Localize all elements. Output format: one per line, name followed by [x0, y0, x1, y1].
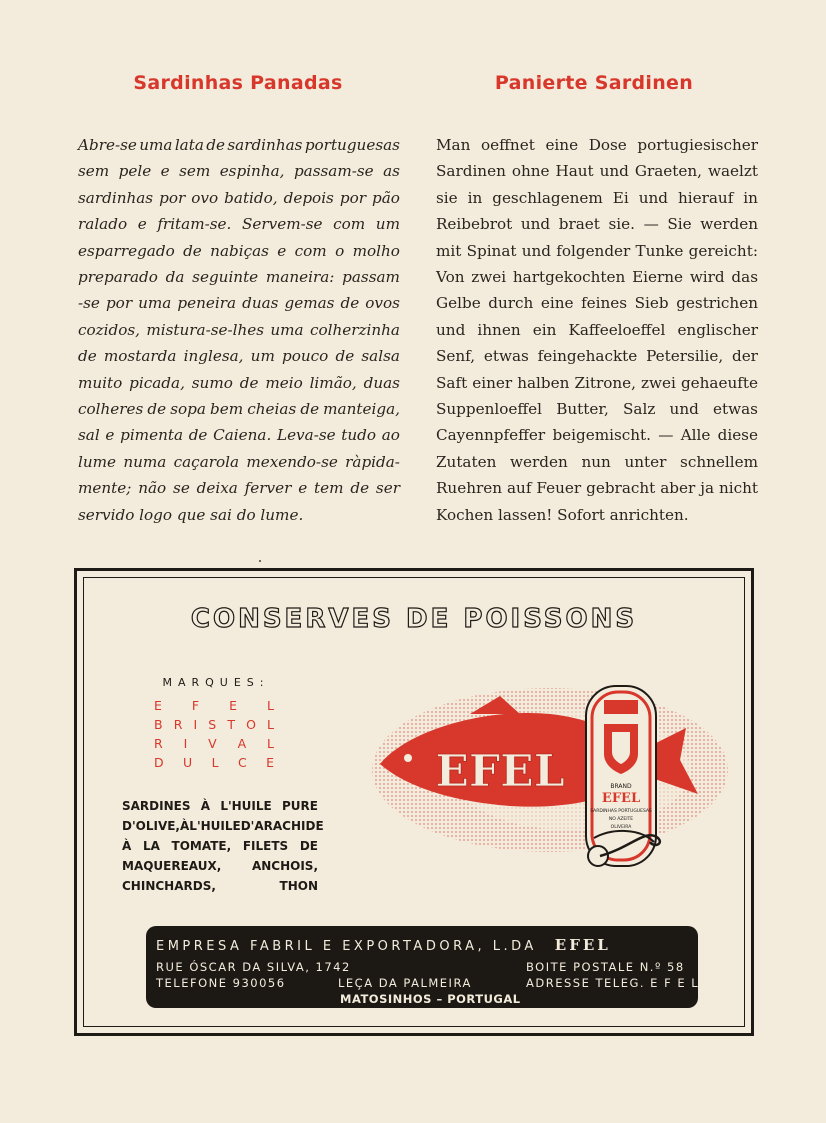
recipe-line: -se por uma peneira duas gemas de ovos [78, 294, 400, 313]
company-name: EMPRESA FABRIL E EXPORTADORA, L.DA EFEL [156, 936, 611, 954]
recipe-line: Man oeffnet eine Dose portugiesischer [436, 136, 758, 154]
recipe-line: sardinhas por ovo batido, depois por pão [78, 188, 400, 207]
advertisement-inner-frame [83, 577, 745, 1027]
recipe-line: preparado da seguinte maneira: passam [78, 268, 400, 287]
description-line: SARDINES À L'HUILE PURE [122, 799, 318, 813]
brand-list [154, 696, 274, 772]
recipe-line: Cayennpfeffer beigemischt. — Alle diese [436, 426, 758, 445]
recipe-line: mit Spinat und folgender Tunke gereicht: [436, 241, 758, 260]
recipe-line: mente; não se deixa ferver e tem de ser [78, 479, 400, 498]
recipe-line: und ihnen ein Kaffeeloeffel englischer [436, 320, 758, 339]
company-po-box: BOITE POSTALE N.º 58 [526, 960, 685, 974]
description-line: À LA TOMATE, FILETS DE [122, 839, 318, 853]
recipe-line: Kochen lassen! Sofort anrichten. [436, 505, 689, 524]
recipe-line: Abre-se uma lata de sardinhas portuguesas [78, 136, 400, 154]
recipe-line: Gelbe durch eine feines Sieb gestrichen [436, 294, 758, 313]
right-recipe-text [436, 132, 758, 528]
sardine-can-icon [586, 686, 660, 866]
description-line: MAQUEREAUX, ANCHOIS, [122, 859, 318, 873]
svg-text:BRAND: BRAND [610, 783, 632, 790]
brand-item: D U L C E [154, 755, 274, 770]
company-region: MATOSINHOS – PORTUGAL [340, 992, 521, 1006]
advertisement-box [74, 568, 754, 1036]
company-phone: TELEFONE 930056 [156, 976, 286, 990]
recipe-line: cozidos, mistura-se-lhes uma colherzinha [78, 320, 400, 339]
recipe-line: sie in geschlagenem Ei und hierauf in [436, 188, 758, 207]
fish-and-can-illustration [350, 678, 730, 888]
brand-item: E F E L [154, 698, 274, 713]
recipe-line: sem pele e sem espinha, passam-se as [78, 162, 400, 181]
recipe-line: de mostarda inglesa, um pouco de salsa [78, 347, 400, 366]
recipe-line: Zutaten werden nun unter schnellem [436, 452, 758, 471]
print-mark [259, 560, 261, 562]
company-telegraph: ADRESSE TELEG. E F E L [526, 976, 700, 990]
recipe-line: Senf, etwas feingehackte Petersilie, der [436, 347, 758, 366]
recipe-line: ralado e fritam-se. Servem-se com um [78, 215, 400, 234]
right-recipe-title: Panierte Sardinen [494, 72, 694, 94]
svg-text:SARDINHAS PORTUGUESAS: SARDINHAS PORTUGUESAS [590, 809, 652, 814]
brand-item: R I V A L [154, 736, 274, 751]
recipe-line: Saft einer halben Zitrone, zwei gehaeufte [436, 373, 758, 392]
recipe-line: servido logo que sai do lume. [78, 505, 304, 524]
recipe-line: muito picada, sumo de meio limão, duas [78, 373, 400, 392]
recipe-line: Ruehren auf Feuer gebracht aber ja nicht [436, 479, 758, 498]
recipe-line: lume numa caçarola mexendo-se ràpida- [78, 452, 400, 471]
left-recipe-text [78, 132, 400, 528]
recipe-line: sal e pimenta de Caiena. Leva-se tudo ao [78, 426, 400, 445]
recipe-line: Von zwei hartgekochten Eierne wird das [436, 268, 758, 287]
recipe-line: Suppenloeffel Butter, Salz und etwas [436, 400, 758, 419]
recipe-line: Reibebrot und braet sie. — Sie werden [436, 215, 758, 234]
brand-item: B R I S T O L [154, 717, 274, 732]
left-recipe-title: Sardinhas Panadas [133, 72, 343, 94]
product-description [122, 796, 324, 896]
recipe-line: esparregado de nabiças e com o molho [78, 241, 400, 260]
fish-brand-text: EFEL [435, 746, 565, 797]
company-banner [146, 926, 698, 1008]
recipe-line: colheres de sopa bem cheias de manteiga, [78, 400, 400, 419]
description-line: CHINCHARDS, THON [122, 879, 318, 893]
company-city: LEÇA DA PALMEIRA [338, 976, 472, 990]
svg-text:EFEL: EFEL [601, 791, 641, 806]
company-address: RUE ÓSCAR DA SILVA, 1742 [156, 960, 351, 974]
svg-text:OLIVEIRA: OLIVEIRA [610, 825, 632, 830]
ad-heading: CONSERVES DE POISSONS [190, 604, 638, 634]
description-line: D'OLIVE, À L'HUILE D'ARACHIDE [122, 819, 324, 833]
brands-label: MARQUES: [162, 676, 270, 689]
svg-text:NO AZEITE: NO AZEITE [608, 817, 634, 822]
recipe-line: Sardinen ohne Haut und Graeten, waelzt [436, 162, 758, 181]
